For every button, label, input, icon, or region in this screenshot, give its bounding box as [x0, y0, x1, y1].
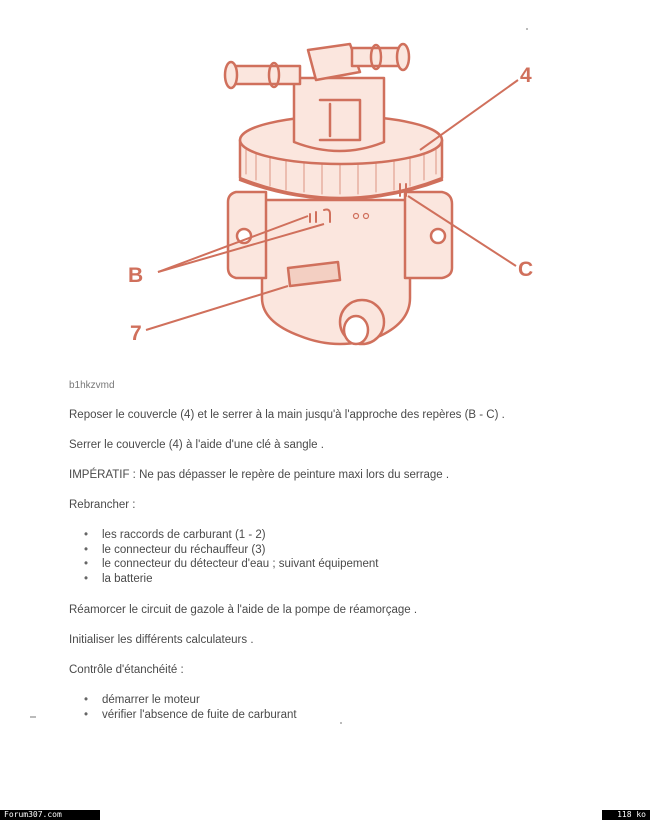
right-pipe: [352, 48, 402, 66]
leader-4: [420, 80, 518, 150]
list-item: • démarrer le moteur: [84, 693, 297, 708]
callout-b: B: [128, 264, 144, 287]
scan-speck: [30, 716, 36, 718]
scan-speck: [526, 28, 528, 30]
footer-site-label: Forum307.com: [0, 810, 100, 820]
list-item: • vérifier l'absence de fuite de carburant: [84, 708, 297, 723]
paragraph-reposer: Reposer le couvercle (4) et le serrer à la main jusqu'à l'approche des repères (B - C) .: [69, 409, 505, 421]
controle-list: [84, 693, 297, 722]
paragraph-rebrancher: Rebrancher :: [69, 499, 136, 511]
footer-file-size: 118 ko: [602, 810, 650, 820]
list-item: • le connecteur du réchauffeur (3): [84, 543, 378, 558]
callout-4: 4: [520, 64, 532, 87]
fuel-filter-diagram: [0, 0, 650, 370]
left-pipe: [232, 66, 300, 84]
image-reference: b1hkzvmd: [69, 380, 115, 391]
callout-c: C: [518, 258, 534, 281]
paragraph-controle: Contrôle d'étanchéité :: [69, 664, 184, 676]
list-item: • le connecteur du détecteur d'eau ; suivant équipement: [84, 557, 378, 572]
paragraph-initialiser: Initialiser les différents calculateurs .: [69, 634, 254, 646]
paragraph-reamorcer: Réamorcer le circuit de gazole à l'aide de la pompe de réamorçage .: [69, 604, 418, 616]
rebrancher-list: [84, 528, 378, 586]
paragraph-imperatif: IMPÉRATIF : Ne pas dépasser le repère de peinture maxi lors du serrage .: [69, 469, 450, 481]
scan-speck: [340, 722, 342, 724]
callout-7: 7: [130, 322, 142, 345]
list-item: • la batterie: [84, 572, 378, 587]
list-item: • les raccords de carburant (1 - 2): [84, 528, 378, 543]
paragraph-serrer: Serrer le couvercle (4) à l'aide d'une clé à sangle .: [69, 439, 324, 451]
